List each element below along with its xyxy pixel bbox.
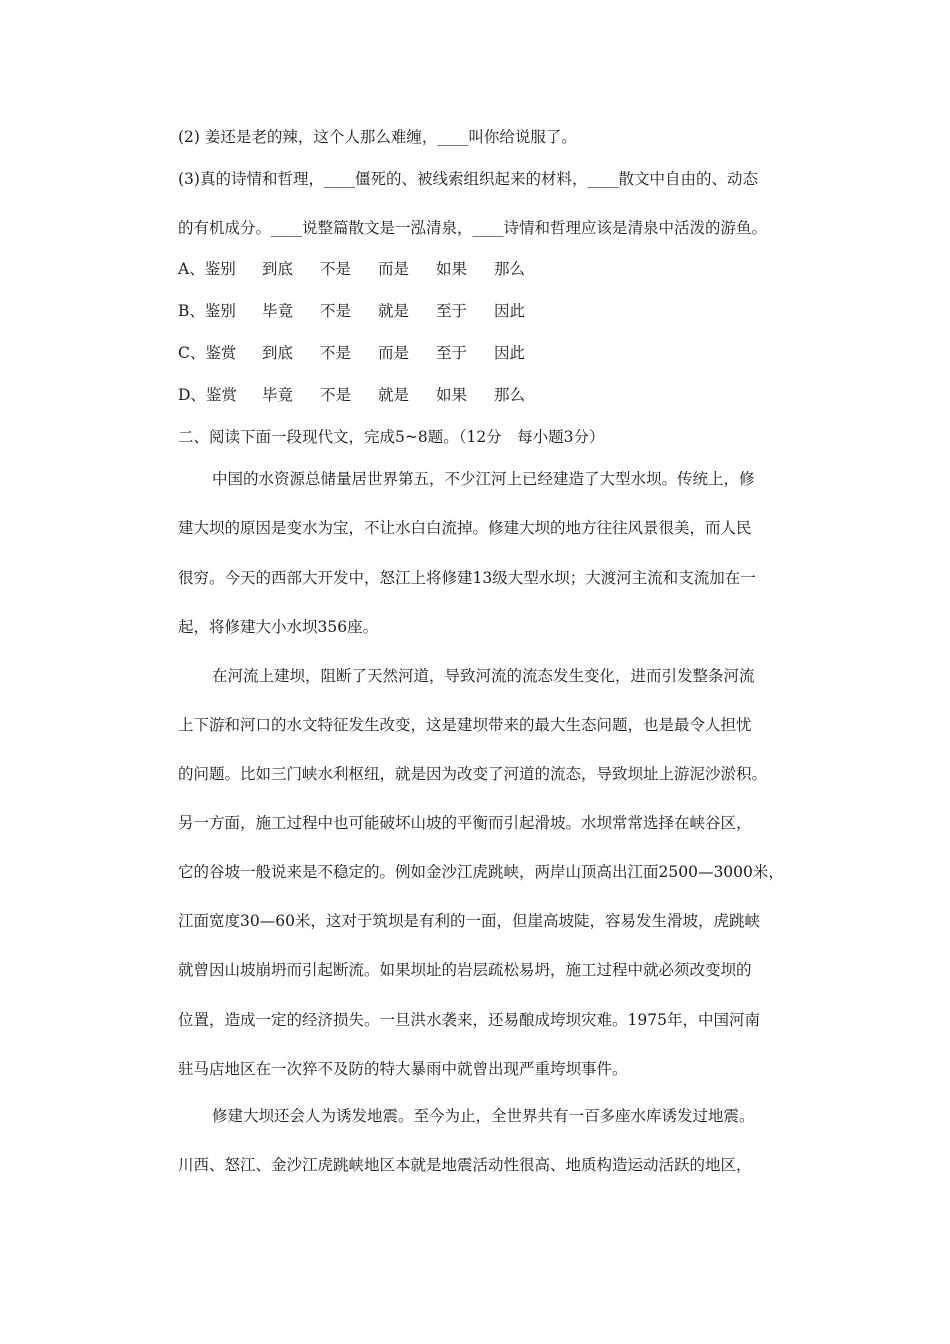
option-word: 如果 [436, 386, 468, 404]
paragraph-line: 川西、怒江、金沙江虎跳峡地区本就是地震活动性很高、地质构造运动活跃的地区， [178, 1156, 752, 1174]
option-c [178, 343, 552, 363]
option-word: 那么 [494, 260, 526, 278]
option-word: 因此 [494, 302, 526, 320]
paragraph-line: 的问题。比如三门峡水利枢纽，就是因为改变了河道的流态，导致坝址上游泥沙淤积。 [178, 765, 768, 783]
paragraph-line: 在河流上建坝，阻断了天然河道，导致河流的流态发生变化，进而引发整条河流 [212, 667, 755, 685]
option-label: A、鉴别 [178, 260, 236, 278]
paragraph-line: 中国的水资源总储量居世界第五，不少江河上已经建造了大型水坝。传统上，修 [212, 470, 755, 488]
paragraph-line: 就曾因山坡崩坍而引起断流。如果坝址的岩层疏松易坍，施工过程中就必须改变坝的 [178, 961, 752, 979]
option-word: 而是 [378, 344, 410, 362]
option-word: 而是 [378, 260, 410, 278]
question-3-line-2: 的有机成分。____说整篇散文是一泓清泉，____诗情和哲理应该是清泉中活泼的游鱼。 [178, 219, 768, 237]
option-b [178, 301, 552, 321]
paragraph-line: 修建大坝还会人为诱发地震。至今为止，全世界共有一百多座水库诱发过地震。 [212, 1107, 755, 1125]
paragraph-line: 上下游和河口的水文特征发生改变，这是建坝带来的最大生态问题，也是最令人担忧 [178, 716, 752, 734]
paragraph-line: 位置，造成一定的经济损失。一旦洪水袭来，还易酿成垮坝灾难。1975年，中国河南 [178, 1011, 760, 1029]
option-word: 毕竟 [262, 386, 294, 404]
option-label: C、鉴赏 [178, 344, 237, 362]
paragraph-line: 另一方面，施工过程中也可能破坏山坡的平衡而引起滑坡。水坝常常选择在峡谷区， [178, 814, 752, 832]
option-word: 到底 [262, 344, 294, 362]
question-3-line-1: (3)真的诗情和哲理，____僵死的、被线索组织起来的材料，____散文中自由的、动态 [178, 170, 758, 188]
paragraph-line: 很穷。今天的西部大开发中，怒江上将修建13级大型水坝；大渡河主流和支流加在一 [178, 569, 756, 587]
option-word: 到底 [262, 260, 294, 278]
option-word: 至于 [436, 302, 468, 320]
option-word: 毕竟 [262, 302, 294, 320]
option-label: D、鉴赏 [178, 386, 237, 404]
question-2: (2) 姜还是老的辣，这个人那么难缠，____叫你给说服了。 [178, 128, 577, 146]
option-word: 就是 [378, 386, 410, 404]
option-label: B、鉴别 [178, 302, 236, 320]
section-heading: 二、阅读下面一段现代文，完成5~8题。（12分 每小题3分） [178, 428, 605, 446]
option-word: 那么 [494, 386, 526, 404]
paragraph-line: 江面宽度30—60米，这对于筑坝是有利的一面，但崖高坡陡，容易发生滑坡，虎跳峡 [178, 912, 760, 930]
paragraph-line: 它的谷坡一般说来是不稳定的。例如金沙江虎跳峡，两岸山顶高出江面2500—3000米， [178, 863, 784, 881]
option-word: 至于 [436, 344, 468, 362]
option-word: 因此 [494, 344, 526, 362]
paragraph-line: 建大坝的原因是变水为宝，不让水白白流掉。修建大坝的地方往往风景很美，而人民 [178, 519, 752, 537]
option-word: 不是 [320, 386, 352, 404]
paragraph-line: 起，将修建大小水坝356座。 [178, 618, 379, 636]
option-d [178, 385, 552, 405]
option-word: 就是 [378, 302, 410, 320]
paragraph-line: 驻马店地区在一次猝不及防的特大暴雨中就曾出现严重垮坝事件。 [178, 1060, 628, 1078]
option-word: 如果 [436, 260, 468, 278]
option-word: 不是 [320, 302, 352, 320]
option-a [178, 259, 552, 279]
option-word: 不是 [320, 260, 352, 278]
option-word: 不是 [320, 344, 352, 362]
